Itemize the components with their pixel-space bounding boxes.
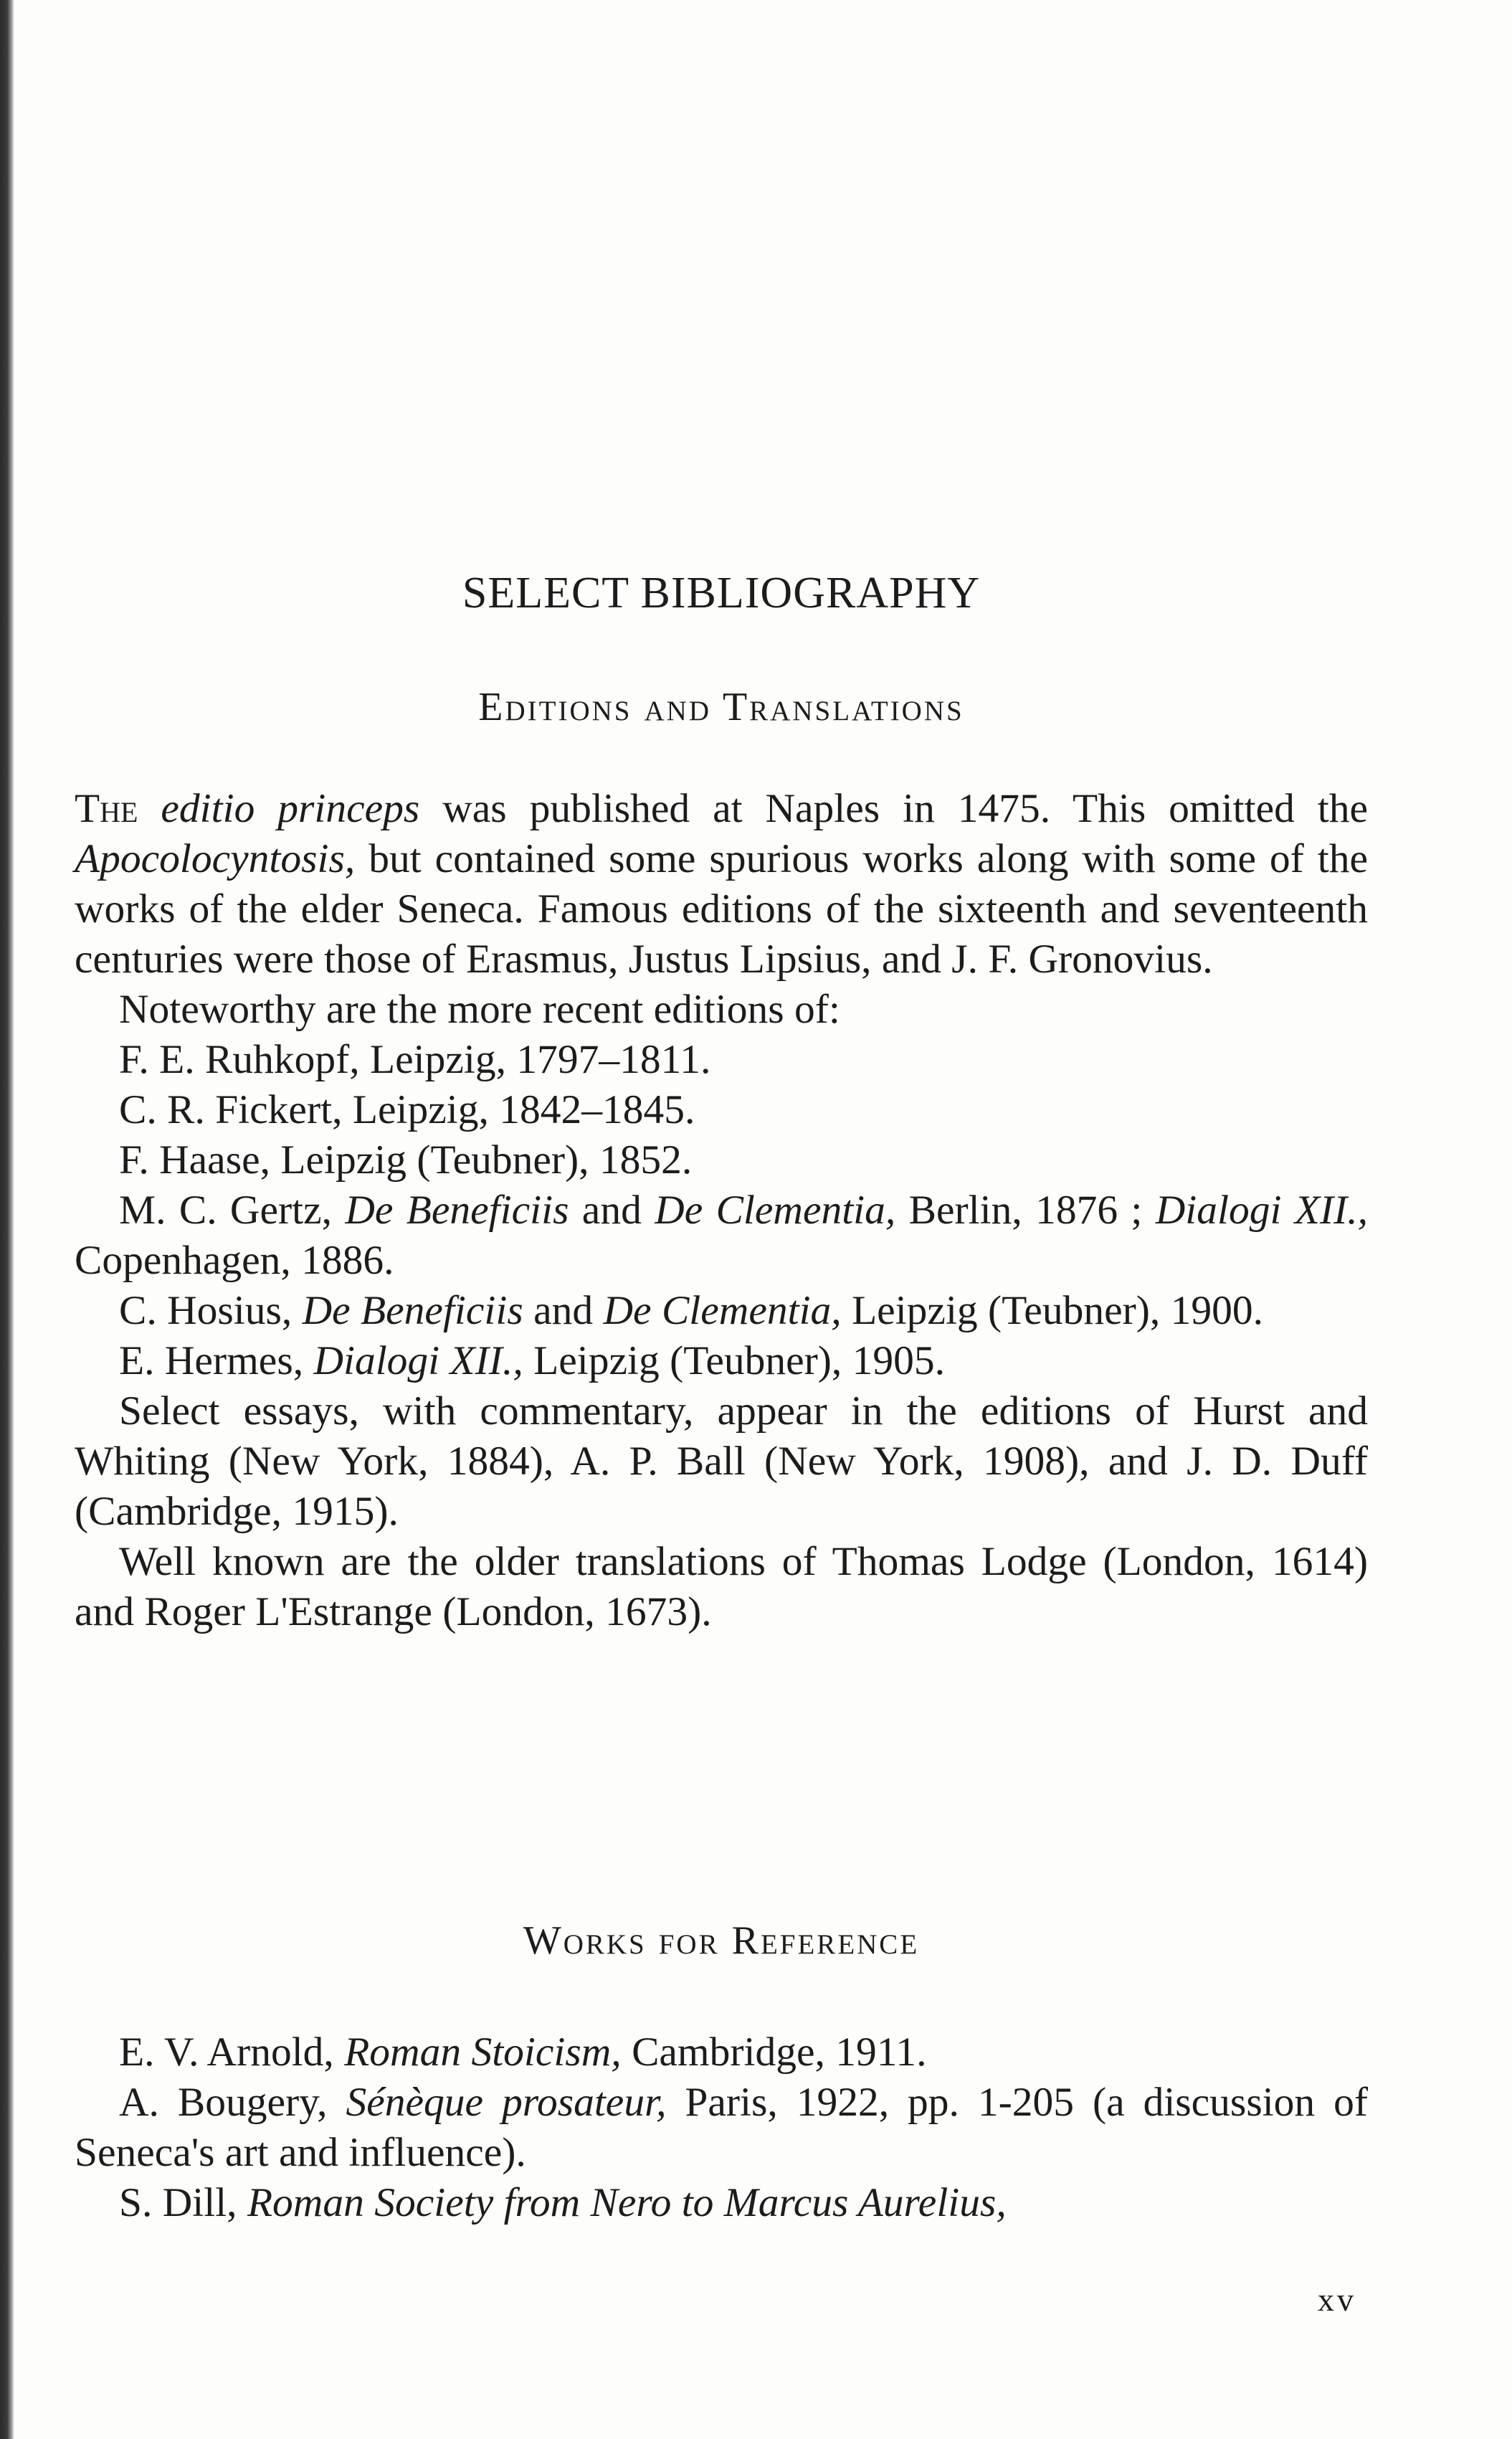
hosius-work-2: De Clementia,	[603, 1288, 842, 1333]
arnold-author: E. V. Arnold,	[119, 2030, 345, 2075]
intro-text-1: was published at Naples in 1475. This omitted the	[419, 786, 1369, 831]
entry-gertz	[75, 1185, 1368, 1286]
gertz-author: M. C. Gertz,	[119, 1188, 346, 1233]
page-number: xv	[1318, 2281, 1356, 2318]
gertz-work-2: De Clementia,	[655, 1188, 896, 1233]
entry-hermes	[75, 1336, 1368, 1386]
hosius-author: C. Hosius,	[119, 1288, 303, 1333]
hosius-and: and	[523, 1288, 604, 1333]
intro-paragraph	[75, 784, 1368, 985]
intro-term: editio princeps	[161, 786, 420, 831]
gertz-work-3: Dialogi XII.,	[1155, 1188, 1368, 1233]
gertz-and: and	[569, 1188, 655, 1233]
dill-author: S. Dill,	[119, 2180, 247, 2225]
bougery-place: Paris, 1922, pp. 1-205 (a discussion of Seneca's art and influence).	[75, 2080, 1369, 2175]
section-heading-editions: Editions and Translations	[478, 685, 964, 729]
hosius-place: Leipzig (Teubner), 1900.	[841, 1288, 1264, 1333]
entry-dill	[75, 2178, 1368, 2228]
page-binding-edge	[0, 0, 14, 2439]
hermes-place: Leipzig (Teubner), 1905.	[523, 1338, 946, 1383]
older-translations-paragraph: Well known are the older translations of Thomas Lodge (London, 1614) and Roger L'Estrange (London, 1673).	[75, 1539, 1368, 1634]
hermes-work: Dialogi XII.,	[313, 1338, 523, 1383]
gertz-place-1: Berlin, 1876 ;	[895, 1188, 1156, 1233]
gertz-place-2: Copenhagen, 1886.	[75, 1238, 394, 1283]
arnold-place: Cambridge, 1911.	[621, 2030, 927, 2075]
select-essays-paragraph: Select essays, with commentary, appear in the editions of Hurst and Whiting (New York, 1884), A. P. Ball (New York, 1908), and J. D. Duff (Cambridge, 1915).	[75, 1388, 1368, 1534]
noteworthy-line: Noteworthy are the more recent editions of:	[119, 987, 840, 1032]
hermes-author: E. Hermes,	[119, 1338, 314, 1383]
entry-haase: F. Haase, Leipzig (Teubner), 1852.	[119, 1137, 693, 1183]
entry-arnold	[75, 2027, 1368, 2078]
works-section	[75, 2027, 1368, 2228]
section-heading-works: Works for Reference	[523, 1918, 920, 1963]
entry-bougery	[75, 2078, 1368, 2178]
intro-text-2: but contained some spurious works along with some of the works of the elder Seneca. Famous editions of the sixteenth and seventeenth centuries were those of Erasmus, Justus Lipsius, and J. F. Gronovius.	[75, 836, 1368, 982]
entry-hosius	[75, 1286, 1368, 1336]
page-title: SELECT BIBLIOGRAPHY	[462, 569, 981, 617]
bougery-work: Sénèque prosateur,	[346, 2080, 667, 2125]
dill-work: Roman Society from Nero to Marcus Aurelius,	[247, 2180, 1007, 2225]
arnold-work: Roman Stoicism,	[344, 2030, 622, 2075]
bougery-author: A. Bougery,	[119, 2080, 346, 2125]
gertz-work-1: De Beneficiis	[345, 1188, 569, 1233]
editions-section	[75, 784, 1368, 1637]
entry-ruhkopf: F. E. Ruhkopf, Leipzig, 1797–1811.	[119, 1037, 711, 1082]
hosius-work-1: De Beneficiis	[302, 1288, 523, 1333]
entry-fickert: C. R. Fickert, Leipzig, 1842–1845.	[119, 1087, 695, 1132]
intro-lead: The	[75, 786, 138, 831]
intro-work: Apocolocyntosis,	[75, 836, 356, 881]
